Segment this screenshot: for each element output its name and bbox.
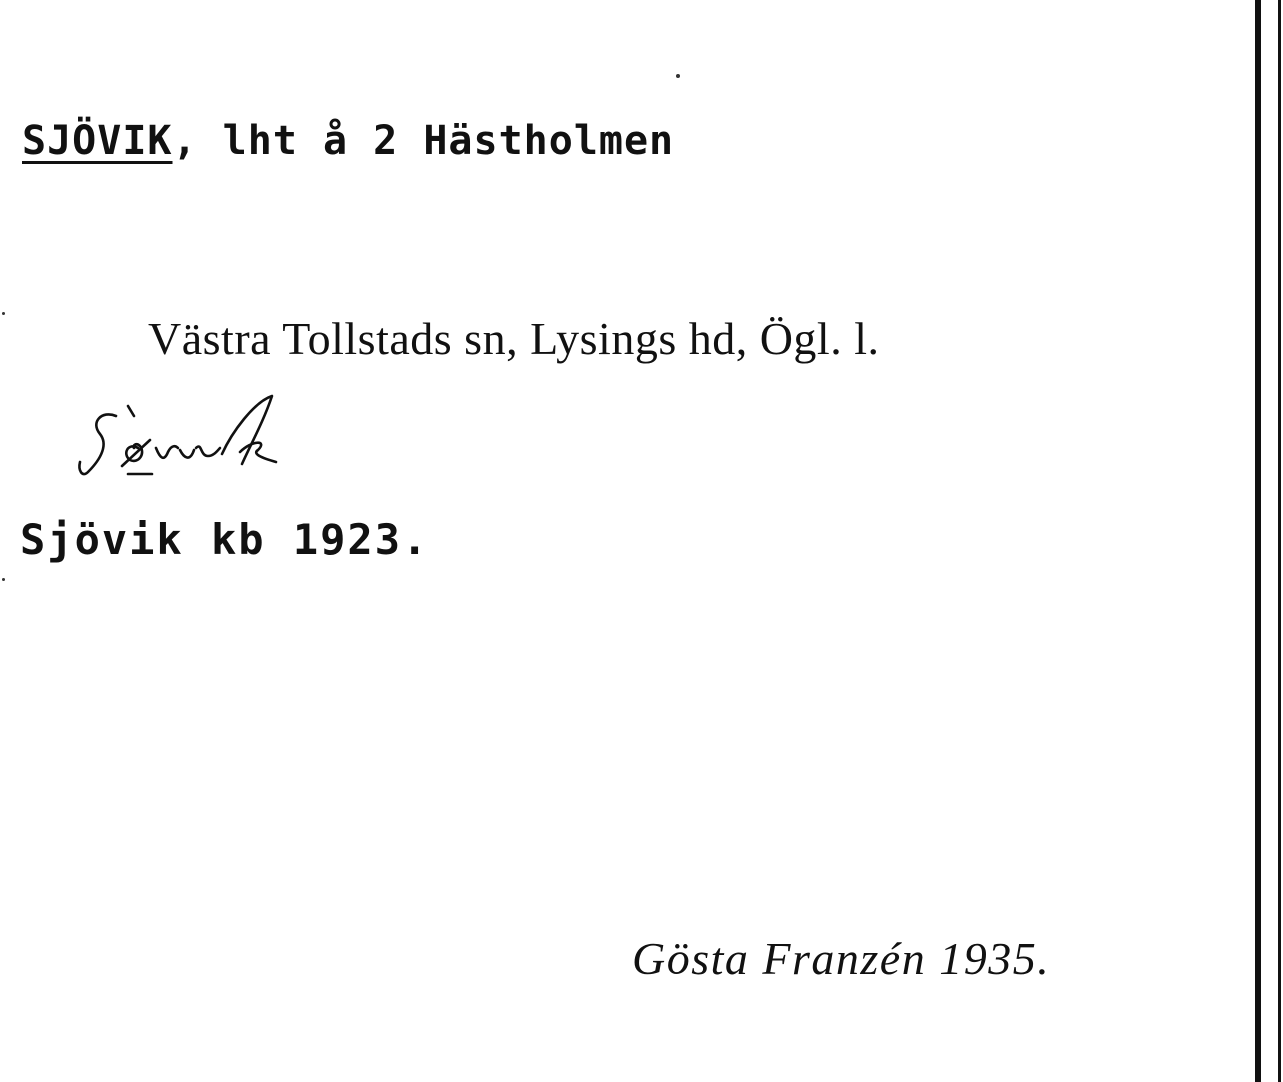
header-rest: , lht å 2 Hästholmen [172, 118, 675, 164]
speck [2, 312, 5, 315]
speck [2, 578, 5, 581]
signature: Gösta Franzén 1935. [632, 933, 1051, 984]
parish-line: Västra Tollstads sn, Lysings hd, Ögl. l. [148, 313, 880, 364]
source-line: Sjövik kb 1923. [20, 515, 430, 564]
card-edge-line [1255, 0, 1261, 1082]
header-line [22, 118, 674, 164]
handwritten-note-drawing [72, 392, 292, 487]
headword: SJÖVIK [22, 118, 173, 164]
card-edge-line-outer [1278, 0, 1281, 1082]
speck [676, 74, 680, 78]
handwritten-note [72, 392, 292, 487]
